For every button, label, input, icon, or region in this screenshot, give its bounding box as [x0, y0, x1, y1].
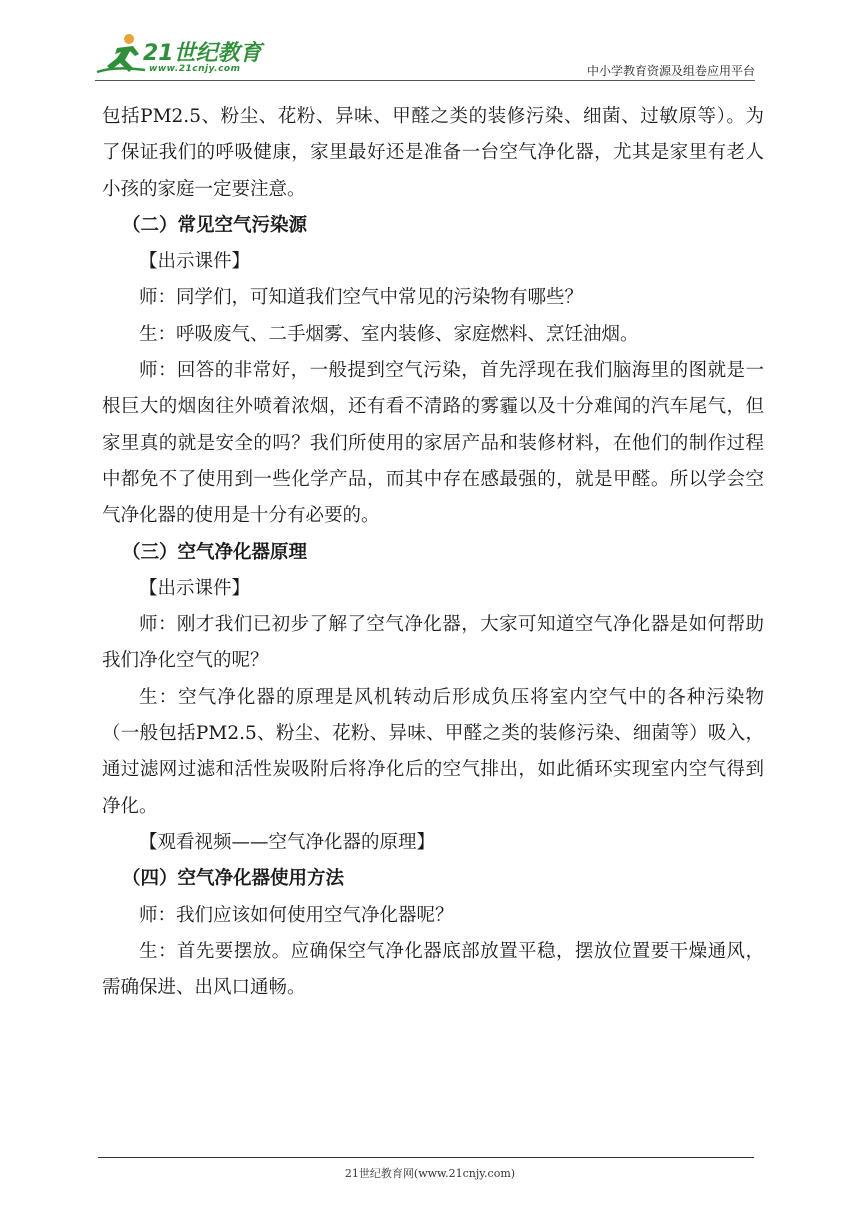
paragraph-continuation: 包括PM2.5、粉尘、花粉、异味、甲醛之类的装修污染、细菌、过敏原等）。为了保证我们的呼吸健康，家里最好还是准备一台空气净化器，尤其是家里有老人小孩的家庭一定要注意。: [102, 106, 764, 200]
header-divider: [95, 80, 755, 81]
header-tagline: 中小学教育资源及组卷应用平台: [586, 64, 755, 78]
section-heading-2: （二）常见空气污染源: [122, 214, 308, 236]
site-logo[interactable]: [95, 30, 265, 78]
student-answer: 生：呼吸废气、二手烟雾、室内装修、家庭燃料、烹饪油烟。: [139, 323, 639, 345]
video-note: 【观看视频——空气净化器的原理】: [139, 831, 436, 853]
document-body: [102, 99, 764, 1006]
courseware-note: 【出示课件】: [139, 577, 251, 599]
teacher-question: 师：我们应该如何使用空气净化器呢？: [139, 904, 454, 926]
page-header: [95, 30, 755, 82]
teacher-explanation: 师：回答的非常好，一般提到空气污染，首先浮现在我们脑海里的图就是一根巨大的烟囱往外喷着浓烟，还有看不清路的雾霾以及十分难闻的汽车尾气，但家里真的就是安全的吗？我们所使用的家居产品和装修材料，在他们的制作过程中都免不了使用到一些化学产品，而其中存在感最强的，就是甲醛。所以学会空气净化器的使用是十分有必要的。: [102, 360, 764, 527]
section-heading-4: （四）空气净化器使用方法: [122, 868, 345, 890]
footer-link[interactable]: 21世纪教育网(www.21cnjy.com): [344, 1167, 516, 1180]
student-answer: 生：首先要摆放。应确保空气净化器底部放置平稳，摆放位置要干燥通风，需确保进、出风口通畅。: [102, 940, 764, 999]
teacher-question: 师：同学们，可知道我们空气中常见的污染物有哪些？: [139, 287, 584, 309]
teacher-question: 师：刚才我们已初步了解了空气净化器，大家可知道空气净化器是如何帮助我们净化空气的呢？: [102, 614, 764, 672]
student-answer: 生：空气净化器的原理是风机转动后形成负压将室内空气中的各种污染物（一般包括PM2.5、粉尘、花粉、异味、甲醛之类的装修污染、细菌等）吸入，通过滤网过滤和活性炭吸附后将净化后的空气排出，如此循环实现室内空气得到净化。: [102, 686, 764, 817]
courseware-note: 【出示课件】: [139, 251, 251, 273]
section-heading-3: （三）空气净化器原理: [122, 541, 308, 563]
logo-url: www.21cnjy.com: [149, 64, 241, 74]
logo-text: 21世纪教育: [143, 41, 262, 66]
footer-divider: [98, 1157, 754, 1158]
